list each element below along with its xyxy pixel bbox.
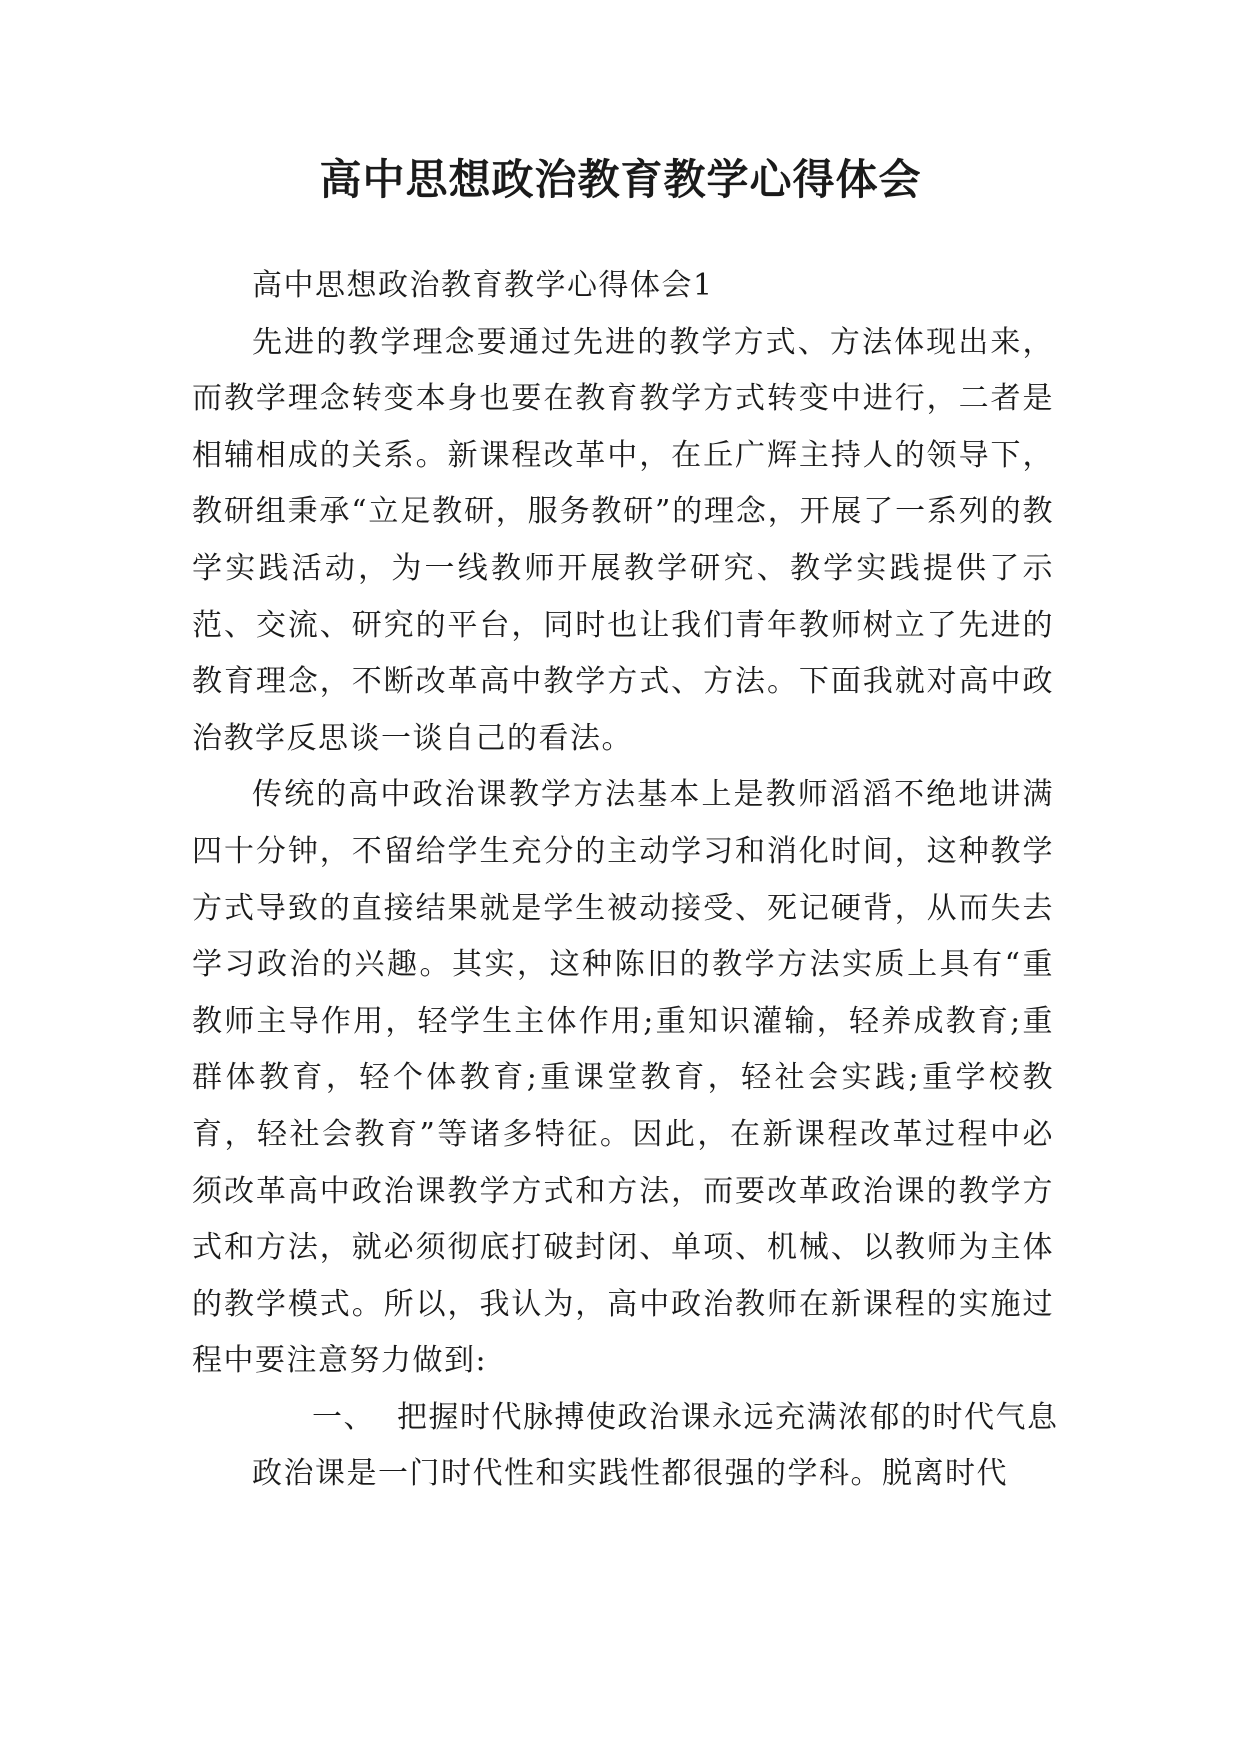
paragraph-3: 政治课是一门时代性和实践性都很强的学科。脱离时代 [252,1456,1008,1492]
document-subtitle: 高中思想政治教育教学心得体会1 [252,268,714,303]
paragraph-2: 传统的高中政治课教学方法基本上是教师滔滔不绝地讲满四十分钟，不留给学生充分的主动学习和消化时间，这种教学方式导致的直接结果就是学生被动接受、死记硬背，从而失去学习政治的兴趣。其实，这种陈旧的教学方法实质上具有“重教师主导作用，轻学生主体作用;重知识灌输，轻养成教育;重群体教育，轻个体教育;重课堂教育，轻社会实践;重学校教育，轻社会教育”等诸多特征。因此，在新课程改革过程中必须改革高中政治课教学方式和方法，而要改革政治课的教学方式和方法，就必须彻底打破封闭、单项、机械、以教师为主体的教学模式。所以，我认为，高中政治教师在新课程的实施过程中要注意努力做到: [192,777,1054,1379]
document-title: 高中思想政治教育教学心得体会 [319,155,922,204]
section-heading-text: 把握时代脉搏使政治课永远充满浓郁的时代气息 [397,1399,1059,1435]
paragraph-1: 先进的教学理念要通过先进的教学方式、方法体现出来，而教学理念转变本身也要在教育教学方式转变中进行，二者是相辅相成的关系。新课程改革中，在丘广辉主持人的领导下，教研组秉承“立足教研，服务教研”的理念，开展了一系列的教学实践活动，为一线教师开展教学研究、教学实践提供了示范、交流、研究的平台，同时也让我们青年教师树立了先进的教育理念，不断改革高中教学方式、方法。下面我就对高中政治教学反思谈一谈自己的看法。 [192,324,1054,756]
section-heading [192,1390,1059,1447]
document-body [192,258,1059,1503]
section-heading-number: 一、 [312,1399,375,1435]
